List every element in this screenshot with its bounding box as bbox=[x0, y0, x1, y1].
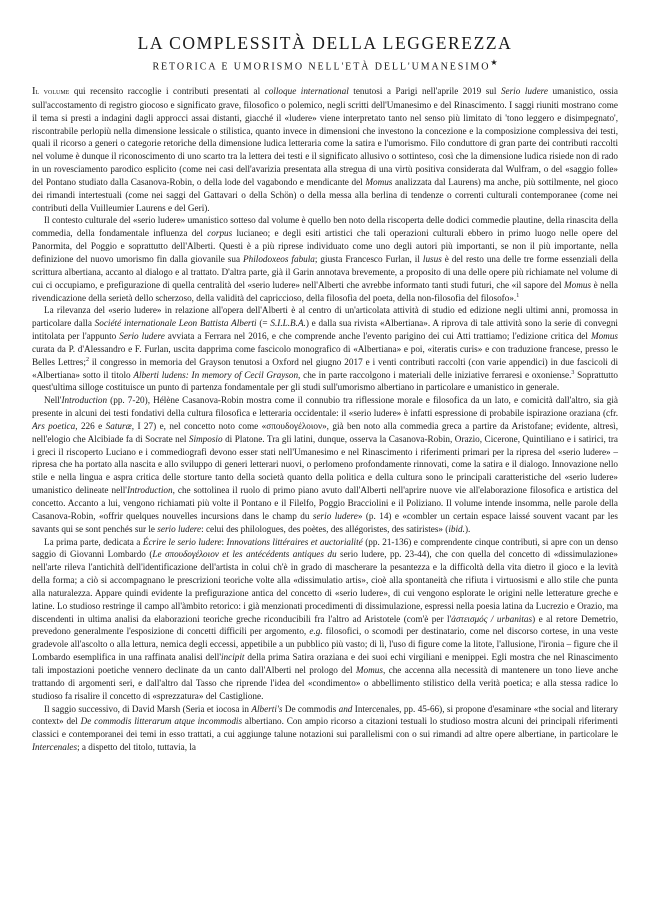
text-run: (pp. 7-20), Hélène Casanova-Robin mostra come il connubio tra riflessione morale e filosofica da un lato, e comicità dall'altro, sia già presente in alcuni dei testi fondativi della cultura filosofica e letteraria occidentale: il «serio ludere» è infatti espressione di probabile ispirazione oraziana (cfr. bbox=[32, 395, 618, 419]
italic-text-run: and bbox=[338, 703, 353, 714]
text-run: Intercenales, pp. 45-66), si propone d'esaminare «the social and literary context» del bbox=[32, 703, 618, 727]
italic-text-run: serio ludere bbox=[157, 523, 202, 534]
text-run: (pp. 21-136) e comprendente cinque contributi, si apre con un denso saggio di Giovanni Lombardo ( bbox=[32, 536, 619, 560]
italic-text-run: Innovations littéraires et auctorialité bbox=[226, 536, 363, 547]
italic-text-run: incipit bbox=[220, 652, 245, 663]
text-run: (= bbox=[256, 318, 271, 329]
italic-text-run: Société internationale Leon Battista Alberti bbox=[94, 318, 257, 329]
body-paragraph bbox=[32, 703, 618, 754]
text-run: tenutosi a Parigi nell'aprile 2019 sul bbox=[348, 86, 501, 96]
footnote-ref[interactable]: 2 bbox=[85, 356, 89, 363]
article-body bbox=[32, 85, 618, 754]
text-run: analizzata dal Laurens) ma anche, più sottilmente, nel gioco dei rimandi intertestuali (come nei saggi del Gattavari o della Schön) o della messa alla berlina di tendenze o correnti culturali contemporanee (come nei contributi della Vuilleumier Laurens e del Geri). bbox=[32, 176, 618, 213]
italic-text-run: Intercenales bbox=[32, 742, 78, 753]
text-run: avviata a Ferrara nel 2016, e che comprende anche l'evento parigino dei cui Atti trattiamo; l'edizione critica del bbox=[164, 331, 591, 342]
text-run: curata da P. d'Alessandro e F. Furlan, uscita dapprima come fascicolo monografico di «Albertiana» e poi, «iteratis curis» e con traduzione francese, presso le Belles Lettres; bbox=[32, 343, 618, 367]
subtitle-footnote-mark: ★ bbox=[490, 58, 498, 67]
text-run: qui recensito raccoglie i contributi presentati al bbox=[69, 86, 265, 96]
body-paragraph bbox=[32, 304, 618, 394]
italic-text-run: Simposio bbox=[188, 433, 223, 444]
text-run: » (p. 14) e «combler un certain espace laissé souvent vacant par les savants qui se sont penchés sur le bbox=[32, 510, 618, 534]
text-run: ) e al retore Demetrio, prevedono generalmente l'esposizione di concetti difficili per argomento, bbox=[32, 613, 618, 637]
text-run: Il contesto culturale del «serio ludere» umanistico sotteso dal volume è quello ben noto della riscoperta delle dodici commedie plautine, della rinascita della commedia, della fondamentale influenza del bbox=[32, 215, 618, 239]
italic-text-run: Introduction bbox=[126, 485, 173, 496]
article-subtitle bbox=[0, 58, 650, 72]
italic-text-run: colloque international bbox=[264, 86, 349, 96]
italic-text-run: serio ludere bbox=[312, 510, 358, 521]
text-run: Il saggio successivo, di David Marsh (Seria et iocosa in bbox=[44, 703, 252, 714]
text-run: serio ludere, pp. 23-44), che con quella del concetto di «dissimulazione» nell'arte rileva l'antichità dell'identificazione dell'artista in colui ch'è in grado di mascherare la pesantezza e la difficoltà della vita dietro il gioco e la levità della forma; a ciò si accompagnano le prescrizioni teoriche volte alla «dissimulatio artis», cioè alla spontaneità che rifiuta i virtuosismi e allo stile che punta alla naturalezza. Appare quindi evidente la prefigurazione antica del concetto di «serio ludere», di cui vengono esplorate le origini nelle letterature greche e latine. Lo studioso restringe il campo all'àmbito retorico: i già menzionati procedimenti di dissimulazione, espressi nella poesia latina da Lucrezio e Orazio, ma discendenti in ultima analisi da elaborazioni teoriche greche riconducibili fra l'altro ad Aristotele (com'è per l' bbox=[32, 549, 618, 624]
text-run: ; giusta Francesco Furlan, il bbox=[314, 253, 423, 264]
subtitle-text: RETORICA E UMORISMO NELL'ETÀ DELL'UMANESIMO bbox=[152, 61, 491, 73]
body-paragraph bbox=[32, 394, 618, 535]
italic-text-run: Introduction bbox=[61, 395, 108, 406]
text-run: l volume bbox=[35, 86, 70, 96]
italic-text-run: Momus bbox=[590, 331, 618, 342]
text-run: umanistico, ossia sull'accostamento di registro giocoso e significato grave, filosofico o polemico, negli scritti dell'Umanesimo e del Rinascimento. I saggi riuniti mostrano come il tema si presti a indagini dagli approcci assai distanti, giacché il «ludere» viene interpretato tanto nel senso più limitato di 'tono leggero e disimpegnato', riscontrabile perlopiù nella dimensione lessicale o stilistica, quanto invece in dimensioni che investono la concezione e la composizione complessiva dei testi, quali il ricorso a generi o categorie retoriche della dimensione ludica letteraria come la satira e l'umorismo. Filo conduttore di gran parte dei contributi raccolti nel volume è dunque il riconoscimento di uno scarto tra la lettera dei testi e il significato allusivo o sottinteso, così che la dimensione ludica risiede non di rado in un rovesciamento parodico esplicito (come nei casi dell'avarizia presentata alla stregua di una virtù positiva considerata dal Wulfram, o del «saggio folle» del Pontano studiato dalla Casanova-Robin, o della lode del vagabondo e mendicante del bbox=[32, 86, 618, 187]
text-run: ). bbox=[464, 523, 471, 534]
text-run: , che accenna alla necessità di mantenere un tono lieve anche trattando di argomenti seri, e dall'altro dal Tasso che riprende l'idea del «condimento» o abbellimento stilistico della verità poetica; e alla stessa radice lo studioso fa risalire il concetto di «sprezzatura» del Castiglione. bbox=[32, 664, 618, 701]
italic-text-run: ἀστεισμός / urbanitas bbox=[451, 613, 533, 624]
text-run: Nell' bbox=[44, 395, 62, 406]
text-run: di Platone. Tra gli latini, dunque, osserva la Casanova-Robin, Orazio, Cicerone, Quintiliano e i satirici, tra i greci il riscoperto Luciano e i commediografi devono esser stati nell'Umanesimo e nel Rinascimento i riferimenti primari per la ripresa del «serio ludere» – ripresa che ha portato alla nascita e allo sviluppo di generi letterari nuovi, o perlomeno profondamente rinnovati, come la satira e il dialogo. Innovazione nello stile e nella lingua e aspra critica delle storture tanto della società quanto della politica e della cultura sono le principali caratteristiche del «serio ludere» umanistico delineate nell' bbox=[32, 433, 618, 496]
italic-text-run: Le σπουδογέλοιον et les antécédents antiques du bbox=[152, 549, 337, 560]
text-run: , che in parte raccolgono i materiali delle iniziative ferraresi e oxoniense. bbox=[298, 369, 572, 380]
italic-text-run: Ars poetica bbox=[32, 420, 76, 431]
text-run: I bbox=[32, 86, 36, 97]
text-run: La rilevanza del «serio ludere» in relazione all'opera dell'Alberti è al centro di un'articolata attività di studio ed edizione negli ultimi anni, promossa in particolare dalla bbox=[32, 305, 618, 329]
body-paragraph bbox=[32, 85, 618, 214]
italic-text-run: Alberti's bbox=[251, 703, 283, 714]
footnote-ref[interactable]: 3 bbox=[571, 369, 575, 376]
text-run: lucianeo; e degli esiti artistici che tali operazioni culturali ebbero in primo luogo nelle opere del Panormita, del Poggio e soprattutto dell'Alberti. Questi è a più riprese individuato come uno degli autori più importanti, se non il più importante, nella definizione del nuovo umorismo fin dalla giovanile sua bbox=[32, 228, 618, 264]
text-run: , I 27) e, nel concetto noto come «σπουδογέλοιον», già ben noto alla commedia greca a partire da Aristofane; evidente, altresì, nell'elogio che Alcibiade fa di Socrate nel bbox=[32, 420, 619, 444]
text-run: è nella rivendicazione della serietà dello scherzoso, della validità del capriccioso, della filosofia del poeta, della non-filosofia del filosofo». bbox=[32, 279, 618, 303]
italic-text-run: S.I.L.B.A. bbox=[270, 318, 306, 329]
text-run: albertiano. Con ampio ricorso a citazioni testuali lo studioso mostra alcuni dei principali riferimenti classici e contemporanei dei temi in esso trattati, a cui aggiunge talune notazioni sui parallelismi con o sui rimandi ad altre opere albertiane, in particolare le bbox=[32, 716, 619, 740]
text-run: è del resto una delle tre forme essenziali della scrittura albertiana, accanto al dialogo e al trattato. D'altra parte, già il Garin annotava brevemente, a proposito di una delle opere più richiamate nel volume di cui ci occupiamo, e prefigurazione di quella centralità del «serio ludere» nell'Alberti che avrebbe informato tanti studi futuri, che «il sapore del bbox=[32, 253, 618, 290]
italic-text-run: Philodoxeos fabula bbox=[243, 253, 315, 264]
italic-text-run: Serio ludere bbox=[500, 86, 548, 96]
italic-text-run: De commodis litterarum atque incommodis bbox=[80, 716, 243, 727]
body-paragraph bbox=[32, 214, 618, 304]
text-run: il congresso in memoria del Grayson tenutosi a Oxford nel giugno 2017 e i venti contributi raccolti (con varie appendici) in due fascicoli di «Albertiana» sotto il titolo bbox=[32, 356, 618, 380]
italic-text-run: Serio ludere bbox=[119, 331, 165, 342]
italic-text-run: Momus bbox=[564, 279, 592, 290]
text-run: ; a dispetto del titolo, tuttavia, la bbox=[77, 742, 196, 753]
italic-text-run: corpus bbox=[207, 228, 233, 239]
italic-text-run: e.g. bbox=[309, 626, 323, 637]
italic-text-run: Alberti ludens: In memory of Cecil Grayson bbox=[133, 369, 299, 380]
text-run: filosofici, o scomodi per destinatario, come nel discorso cortese, in una veste gradevole all'ascolto o alla lettura, nemica degli eccessi, appetibile a un pubblico più vasto; di lì, l'uso di figure come la litote, l'allusione, l'ironia – figure che il Lombardo esemplifica in una raffinata analisi dell' bbox=[32, 626, 618, 663]
text-run: : celui des philologues, des poètes, des allégoristes, des satiristes» ( bbox=[201, 523, 449, 534]
italic-text-run: ibid. bbox=[448, 523, 465, 534]
text-run: della prima Satira oraziana e dei suoi echi virgiliani e menippei. Egli mostra che nel Rinascimento tali impostazioni poetiche vennero declinate da un canto dall'Alberti nel prologo del bbox=[32, 652, 619, 675]
text-run: , 226 e bbox=[75, 420, 106, 431]
text-run: Soprattutto quest'ultima silloge costituisce un punto di partenza fondamentale per gli studi sull'umorismo albertiano in particolare e umanistico in generale. bbox=[32, 369, 618, 393]
text-run: La prima parte, dedicata a bbox=[44, 536, 143, 547]
article-title: LA COMPLESSITÀ DELLA LEGGEREZZA bbox=[137, 33, 513, 53]
text-run: , che sottolinea il ruolo di primo piano avuto dall'Alberti nell'aprire nuove vie all'elaborazione filosofica e artistica del concetto. Accanto a lui, vengono richiamati più volte il Pontano e il Filelfo, Poggio Bracciolini e il Poliziano. Il volume intende insomma, nelle parole della Casanova-Robin, «offrir quelques nouvelles incursions dans le champ du bbox=[32, 485, 619, 521]
italic-text-run: Écrire le serio ludere bbox=[142, 536, 222, 547]
italic-text-run: Saturæ bbox=[105, 420, 132, 431]
footnote-ref[interactable]: 1 bbox=[516, 292, 520, 299]
italic-text-run: Momus bbox=[365, 176, 393, 187]
body-paragraph bbox=[32, 536, 618, 703]
text-run: De commodis bbox=[282, 703, 339, 714]
italic-text-run: Momus bbox=[355, 664, 383, 675]
text-run: ) e dalla sua rivista «Albertiana». A riprova di tale attività sono la serie di convegni intitolata per l'appunto bbox=[32, 318, 618, 342]
text-run: : bbox=[221, 536, 227, 547]
italic-text-run: lusus bbox=[422, 253, 442, 264]
